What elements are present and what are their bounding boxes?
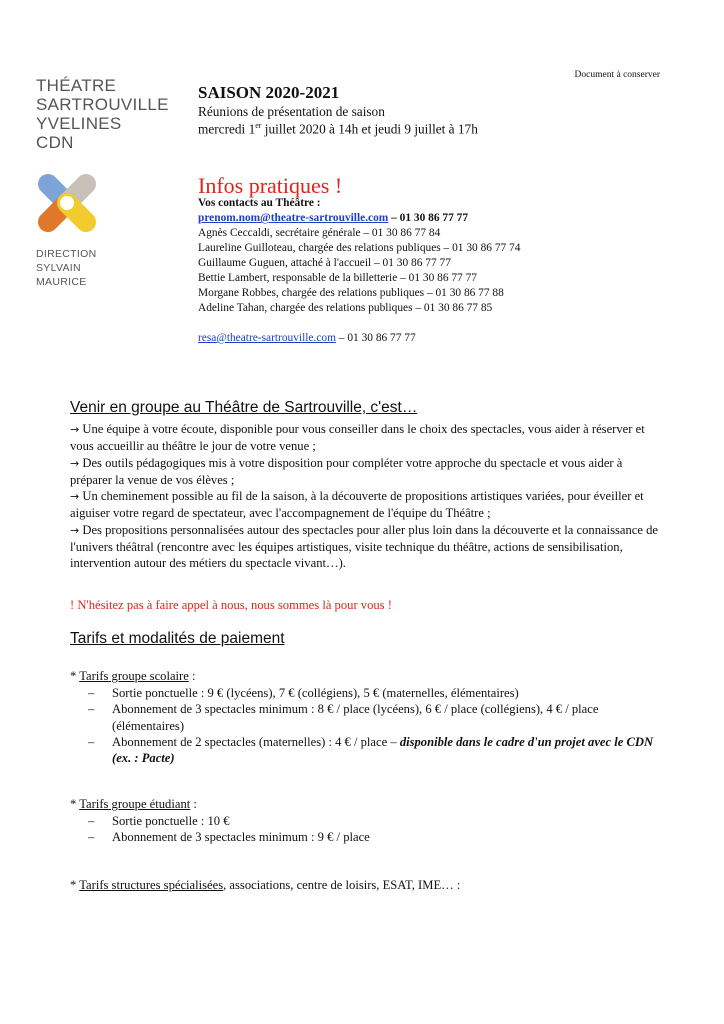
- dash-marker: –: [88, 702, 95, 717]
- main-phone: – 01 30 86 77 77: [388, 212, 469, 224]
- season-title: SAISON 2020-2021: [198, 83, 340, 102]
- main-email-link[interactable]: prenom.nom@theatre-sartrouville.com: [198, 212, 389, 224]
- star-marker: *: [70, 878, 80, 892]
- list-item: [88, 685, 664, 701]
- call-to-action: ! N'hésitez pas à faire appel à nous, nous sommes là pour vous !: [70, 598, 392, 612]
- contact-line: Morgane Robbes, chargée des relations publiques – 01 30 86 77 88: [198, 287, 504, 299]
- list-item-text: Abonnement de 2 spectacles (maternelles) : 4 € / place –: [112, 734, 400, 749]
- star-marker: *: [70, 797, 80, 811]
- tarifs-scolaire-suffix: :: [188, 669, 196, 683]
- list-item-text: Abonnement de 3 spectacles minimum : 9 € / place: [112, 830, 370, 845]
- resa-email-link[interactable]: resa@theatre-sartrouville.com: [198, 332, 336, 344]
- dash-marker: –: [88, 814, 95, 828]
- logo-line: YVELINES: [36, 114, 122, 133]
- tarifs-structures-suffix: , associations, centre de loisirs, ESAT, IME… :: [223, 878, 461, 892]
- theatre-logo-wordmark: [36, 76, 186, 152]
- dates-sup: er: [255, 121, 262, 130]
- tarifs-etudiant-suffix: :: [190, 797, 197, 811]
- list-item-emphasis: disponible dans le cadre d'un projet avec le CDN (ex. : Pacte): [112, 734, 654, 766]
- list-item: [88, 701, 664, 734]
- benefit-text: Une équipe à votre écoute, disponible pour vous conseiller dans le choix des spectacles, vous aider à réserver et vous accueillir au théâtre le jour de votre venue ;: [70, 422, 645, 454]
- benefit-text: Des outils pédagogiques mis à votre disposition pour compléter votre approche du spectacle et vous aider à préparer la venue de vos élèves ;: [70, 455, 623, 487]
- direction-credit: [36, 247, 156, 289]
- logo-line: SARTROUVILLE: [36, 95, 169, 114]
- list-item: [88, 813, 664, 829]
- arrow-icon: →: [70, 523, 80, 537]
- season-subtitle: Réunions de présentation de saison: [198, 104, 385, 119]
- arrow-icon: →: [70, 456, 80, 470]
- direction-line: DIRECTION: [36, 248, 97, 260]
- dates-pre: mercredi 1: [198, 121, 256, 137]
- benefit-item: [70, 522, 660, 572]
- document-note: Document à conserver: [574, 70, 660, 80]
- tarifs-scolaire-list: [88, 685, 664, 766]
- benefit-item: [70, 488, 660, 522]
- dash-marker: –: [88, 830, 95, 845]
- group-section-title: Venir en groupe au Théâtre de Sartrouville, c'est…: [70, 399, 418, 416]
- tarifs-scolaire-label: Tarifs groupe scolaire: [79, 669, 189, 683]
- list-item-text: Sortie ponctuelle : 9 € (lycéens), 7 € (collégiens), 5 € (maternelles, élémentaires): [112, 686, 519, 700]
- dash-marker: –: [88, 734, 95, 749]
- contact-line: Agnès Ceccaldi, secrétaire générale – 01 30 86 77 84: [198, 227, 441, 239]
- season-dates: [198, 121, 478, 137]
- tarifs-etudiant-title: [70, 797, 197, 812]
- contacts-label: Vos contacts au Théâtre :: [198, 197, 321, 209]
- arrow-icon: →: [70, 490, 80, 504]
- main-contact-line: [198, 211, 520, 226]
- direction-line: MAURICE: [36, 276, 87, 288]
- tarifs-structures-label: Tarifs structures spécialisées: [79, 878, 224, 892]
- list-item: [88, 734, 664, 767]
- benefit-item: [70, 421, 660, 455]
- star-marker: *: [70, 669, 80, 683]
- contact-line: Laureline Guilloteau, chargée des relations publiques – 01 30 86 77 74: [198, 242, 521, 254]
- contact-line: Bettie Lambert, responsable de la billetterie – 01 30 86 77 77: [198, 272, 477, 284]
- infos-title: Infos pratiques !: [198, 173, 343, 198]
- logo-line: THÉATRE: [36, 76, 117, 95]
- theatre-logo-icon: [34, 170, 100, 236]
- benefit-item: [70, 455, 660, 489]
- contacts-block: [198, 196, 520, 346]
- dates-post: juillet 2020 à 14h et jeudi 9 juillet à 17h: [261, 121, 478, 137]
- tarifs-section-title: Tarifs et modalités de paiement: [70, 630, 285, 647]
- tarifs-etudiant-list: [88, 813, 664, 846]
- arrow-icon: →: [70, 423, 80, 436]
- direction-line: SYLVAIN: [36, 262, 81, 274]
- list-item-text: Abonnement de 3 spectacles minimum : 8 € / place (lycéens), 6 € / place (collégiens), 4 € / place (élémentaires): [112, 702, 599, 733]
- list-item-text: Sortie ponctuelle : 10 €: [112, 814, 230, 828]
- list-item: [88, 829, 664, 845]
- benefit-text: Des propositions personnalisées autour des spectacles pour aller plus loin dans la découverte et la connaissance de l'univers théâtral (rencontre avec les équipes artistiques, visite technique du théâtre, actions de sensibilisation, intervention autour des métiers du spectacle vivant…).: [70, 522, 659, 571]
- group-benefits-list: [70, 421, 660, 572]
- tarifs-scolaire-title: [70, 669, 196, 684]
- logo-line: CDN: [36, 133, 74, 152]
- tarifs-structures-title: [70, 878, 460, 893]
- dash-marker: –: [88, 686, 95, 700]
- benefit-text: Un cheminement possible au fil de la saison, à la découverte de propositions artistiques variées, pour éveiller et aiguiser votre regard de spectateur, avec l'accompagnement de l'équipe du Théâtre ;: [70, 489, 644, 521]
- contact-line: Guillaume Guguen, attaché à l'accueil – 01 30 86 77 77: [198, 257, 451, 269]
- resa-phone: – 01 30 86 77 77: [335, 332, 416, 344]
- resa-contact-line: [198, 331, 520, 346]
- contact-line: Adeline Tahan, chargée des relations publiques – 01 30 86 77 85: [198, 302, 493, 314]
- tarifs-etudiant-label: Tarifs groupe étudiant: [79, 797, 191, 811]
